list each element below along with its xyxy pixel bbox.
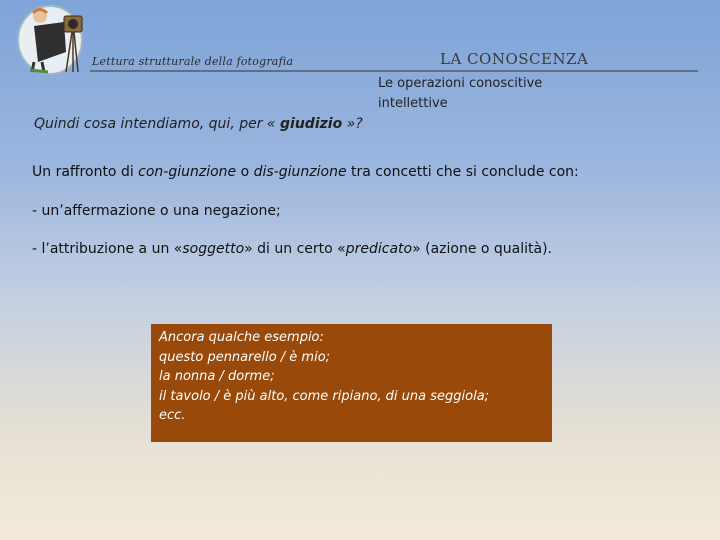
bullet-affermazione: - un’affermazione o una negazione; [32,203,281,219]
question-suffix: »? [342,116,363,132]
attribuzione-term-soggetto: soggetto [182,241,245,257]
question-text [34,116,363,132]
question-term: giudizio [280,116,343,132]
definition-line [32,164,579,180]
question-prefix: Quindi cosa intendiamo, qui, per « [34,116,281,132]
example-line: la nonna / dorme; [159,369,275,384]
photographer-logo-icon [16,2,92,76]
attribuzione-text-a: - l’attribuzione a un « [32,241,183,257]
definition-text-c: o [236,164,254,180]
example-line: ecc. [159,408,186,423]
header-title: Lettura strutturale della fotografia [92,55,294,68]
definition-text-a: Un raffronto di [32,164,139,180]
definition-term-dis: dis-giunzione [253,164,347,180]
example-box [151,324,552,442]
header-divider [90,70,698,72]
example-line: il tavolo / è più alto, come ripiano, di una seggiola; [159,388,490,404]
bullet-attribuzione [32,241,552,257]
attribuzione-text-e: » (azione o qualità). [412,241,553,257]
attribuzione-text-c: » di un certo « [244,241,346,257]
example-line: questo pennarello / è mio; [159,349,331,365]
definition-term-con: con-giunzione [138,164,237,180]
definition-text-e: tra concetti che si conclude con: [346,164,579,180]
example-line: Ancora qualche esempio: [159,330,324,345]
attribuzione-term-predicato: predicato [345,241,413,257]
section-title: LA CONOSCENZA [440,50,589,68]
slide-subtitle: Le operazioni conoscitive intellettive [378,76,543,111]
